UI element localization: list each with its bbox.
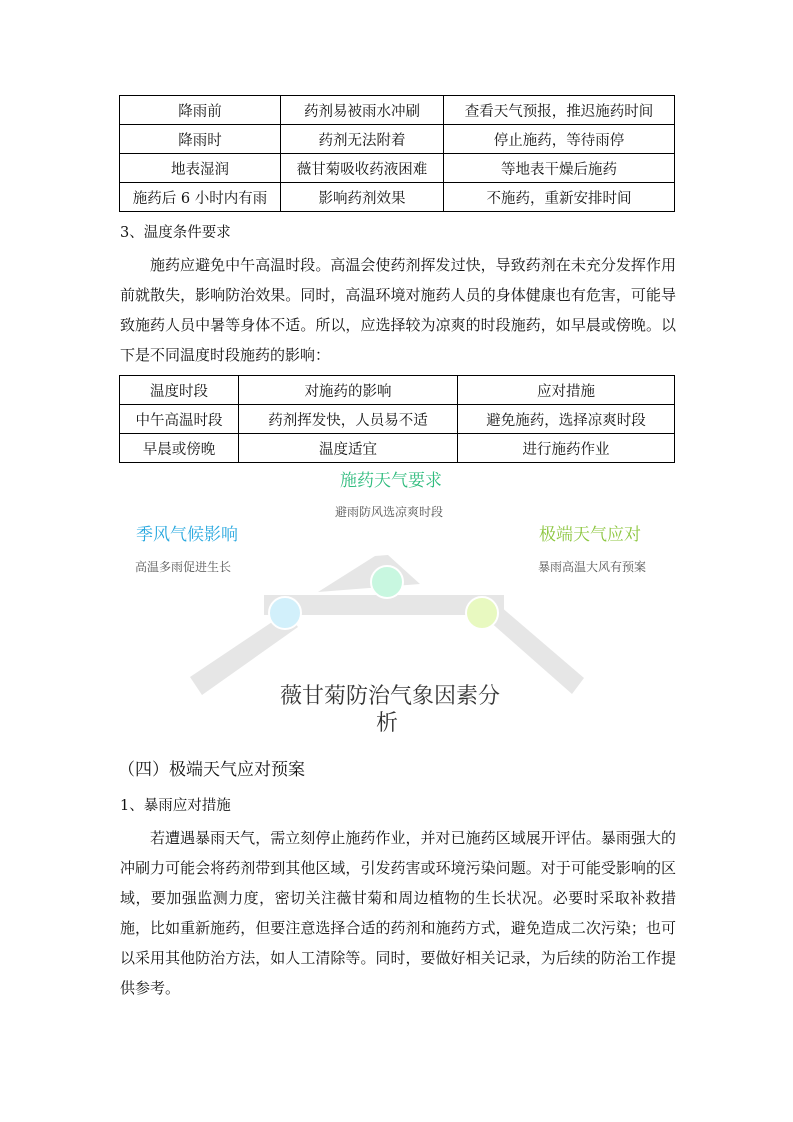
table-cell: 中午高温时段 — [120, 405, 239, 434]
table-cell: 进行施药作业 — [458, 434, 675, 463]
table-cell: 药剂无法附着 — [281, 125, 444, 154]
diagram-title: 薇甘菊防治气象因素分 — [279, 684, 501, 709]
node-title-extreme: 极端天气应对 — [539, 525, 641, 545]
node-desc-weather: 避雨防风选凉爽时段 — [334, 505, 444, 519]
node-title-monsoon: 季风气候影响 — [136, 525, 238, 545]
section-heading: （四）极端天气应对预案 — [118, 760, 305, 780]
table-header: 应对措施 — [458, 376, 675, 405]
node-desc-monsoon: 高温多雨促进生长 — [135, 560, 232, 574]
table-row — [120, 96, 675, 125]
temperature-table — [119, 375, 675, 463]
table-row — [120, 434, 675, 463]
table-cell: 地表湿润 — [120, 154, 281, 183]
table-header: 温度时段 — [120, 376, 239, 405]
table-header-row — [120, 376, 675, 405]
node-title-weather: 施药天气要求 — [340, 471, 442, 491]
paragraph: 若遭遇暴雨天气，需立刻停止施药作业，并对已施药区域展开评估。暴雨强大的冲刷力可能会将药剂带到其他区域，引发药害或环境污染问题。对于可能受影响的区域，要加强监测力度，密切关注薇甘菊和周边植物的生长状况。必要时采取补救措施，比如重新施药，但要注意选择合适的药剂和施药方式，避免造成二次污染；也可以采用其他防治方法，如人工清除等。同时，要做好相关记录，为后续的防治工作提供参考。 — [120, 829, 676, 997]
table-cell: 降雨前 — [120, 96, 281, 125]
subsection-heading: 1、暴雨应对措施 — [120, 798, 231, 814]
table-cell: 薇甘菊吸收药液困难 — [281, 154, 444, 183]
diagram-title-continued: 析 — [375, 711, 399, 736]
section-heading: 3、温度条件要求 — [120, 225, 231, 241]
table-cell: 降雨时 — [120, 125, 281, 154]
node-circle-monsoon — [269, 597, 301, 629]
table-cell: 不施药，重新安排时间 — [444, 183, 675, 212]
node-circle-weather — [371, 566, 403, 598]
table-row — [120, 125, 675, 154]
table-cell: 药剂易被雨水冲刷 — [281, 96, 444, 125]
table-cell: 查看天气预报，推迟施药时间 — [444, 96, 675, 125]
table-cell: 停止施药，等待雨停 — [444, 125, 675, 154]
table-cell: 影响药剂效果 — [281, 183, 444, 212]
table-cell: 药剂挥发快，人员易不适 — [239, 405, 458, 434]
weather-factors-diagram — [0, 462, 793, 742]
table-cell: 等地表干燥后施药 — [444, 154, 675, 183]
table-row — [120, 405, 675, 434]
node-desc-extreme: 暴雨高温大风有预案 — [538, 560, 647, 574]
rain-conditions-table — [119, 95, 675, 212]
table-header: 对施药的影响 — [239, 376, 458, 405]
table-row — [120, 154, 675, 183]
table-cell: 施药后 6 小时内有雨 — [120, 183, 281, 212]
table-row — [120, 183, 675, 212]
node-circle-extreme — [466, 597, 498, 629]
table-cell: 温度适宜 — [239, 434, 458, 463]
table-cell: 早晨或傍晚 — [120, 434, 239, 463]
table-cell: 避免施药，选择凉爽时段 — [458, 405, 675, 434]
paragraph: 施药应避免中午高温时段。高温会使药剂挥发过快，导致药剂在未充分发挥作用前就散失，影响防治效果。同时，高温环境对施药人员的身体健康也有危害，可能导致施药人员中暑等身体不适。所以，应选择较为凉爽的时段施药，如早晨或傍晚。以下是不同温度时段施药的影响： — [120, 256, 676, 364]
